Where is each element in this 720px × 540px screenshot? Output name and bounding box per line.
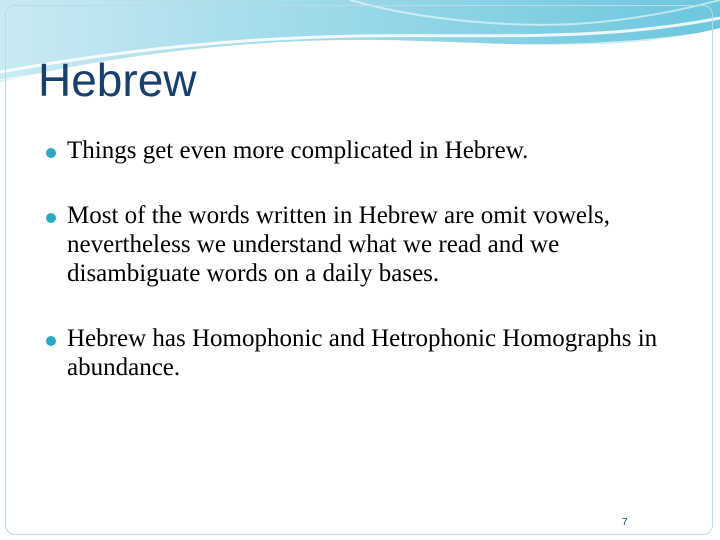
bullet-item bbox=[40, 201, 690, 288]
bullet-item bbox=[40, 324, 690, 382]
bullet-point-icon bbox=[46, 213, 56, 223]
bullet-list bbox=[40, 136, 690, 406]
bullet-text: Most of the words written in Hebrew are omit vowels, nevertheless we understand what we read and we disambiguate words on a daily bases. bbox=[67, 202, 610, 287]
bullet-item bbox=[40, 136, 690, 165]
bullet-point-icon bbox=[46, 336, 56, 346]
bullet-text: Things get even more complicated in Hebrew. bbox=[67, 137, 529, 164]
bullet-point-icon bbox=[46, 148, 56, 158]
bullet-text: Hebrew has Homophonic and Hetrophonic Homographs in abundance. bbox=[67, 325, 658, 381]
slide-title: Hebrew bbox=[38, 54, 197, 106]
page-number: 7 bbox=[622, 517, 628, 528]
